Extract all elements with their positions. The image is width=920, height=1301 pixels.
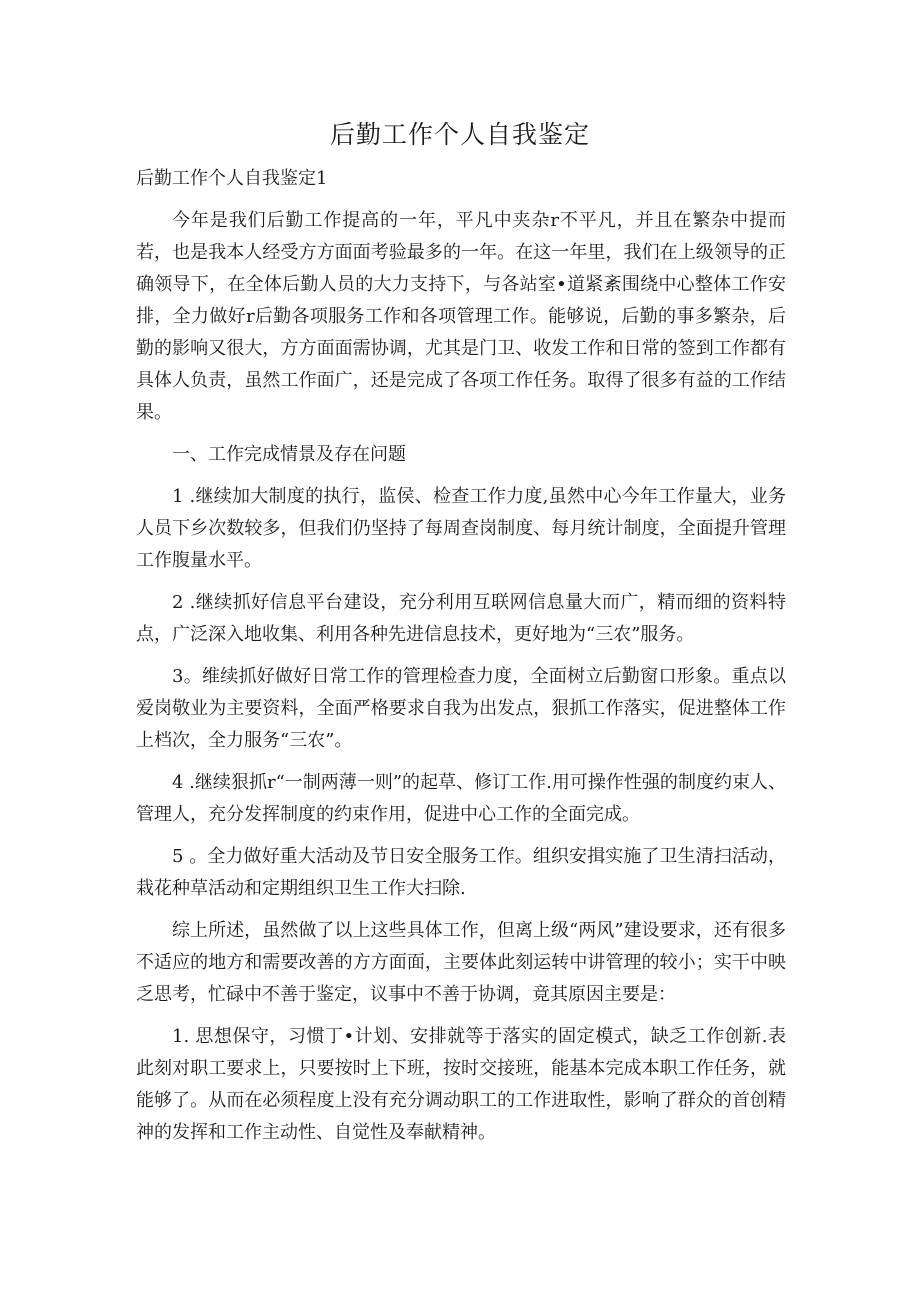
paragraph-item-2: 2 .继续抓好信息平台建设，充分利用互联网信息量大而广，精而细的资料特点，广泛深入地收集、利用各种先进信息技术，更好地为“三农”服务。 xyxy=(136,592,786,645)
paragraph-summary: 综上所述，虽然做了以上这些具体工作，但离上级“两风”建设要求，还有很多不适应的地方和需要改善的方方面面，主要体此刻运转中讲管理的较小；实干中映乏思考，忙碌中不善于鉴定，议事中不善于协调，竟其原因主要是： xyxy=(136,920,786,1005)
paragraph-item-1: 1 .继续加大制度的执行，监侯、检查工作力度,虽然中心今年工作量大，业务人员下乡次数较多，但我们仍坚持了每周查岗制度、每月统计制度，全面提升管理工作腹量水平。 xyxy=(136,486,786,571)
paragraph-item-5: 5 。全力做好重大活动及节日安全服务工作。组织安揖实施了卫生清扫活动，栽花种草活动和定期组织卫生工作大扫除. xyxy=(136,846,786,899)
section-heading: 一、工作完成情景及存在问题 xyxy=(172,444,406,465)
document-subtitle: 后勤工作个人自我鉴定1 xyxy=(136,168,328,189)
document-title: 后勤工作个人自我鉴定 xyxy=(329,120,590,149)
paragraph-item-4: 4 .继续狠抓r“一制两薄一则”的起草、修订工作.用可操作性强的制度约束人、管理人，充分发挥制度的约束作用，促进中心工作的全面完成。 xyxy=(136,772,786,825)
paragraph-intro: 今年是我们后勤工作提高的一年，平凡中夹杂r不平凡，并且在繁杂中提而若，也是我本人经受方方面面考验最多的一年。在这一年里，我们在上级领导的正确领导下，在全体后勤人员的大力支持下，与各站室•道紧紊围绕中心整体工作安排，全力做好r后勤各项服务工作和各项管理工作。能够说，后勤的事多繁杂，后勤的影响又很大，方方面面需协调，尤其是门卫、收发工作和日常的签到工作都有具体人负责，虽然工作面广，还是完成了各项工作任务。取得了很多有益的工作结果。 xyxy=(136,210,786,423)
paragraph-item-3: 3。维续抓好做好日常工作的管理检查力度，全面树立后勤窗口形象。重点以爱岗敬业为主要资料，全面严格要求自我为出发点，狠抓工作落实，促进整体工作上档次，全力服务“三农”。 xyxy=(136,666,786,751)
paragraph-cause-1: 1. 思想保守，习惯丁•计划、安排就等于落实的固定模式，缺乏工作创新.表此刻对职工要求上，只要按时上下班，按时交接班，能基本完成本职工作任务，就能够了。从而在必须程度上没有充分调动职工的工作进取性，影响了群众的首创精神的发挥和工作主动性、自觉性及奉献精神。 xyxy=(136,1026,786,1143)
document-body xyxy=(136,163,786,1159)
